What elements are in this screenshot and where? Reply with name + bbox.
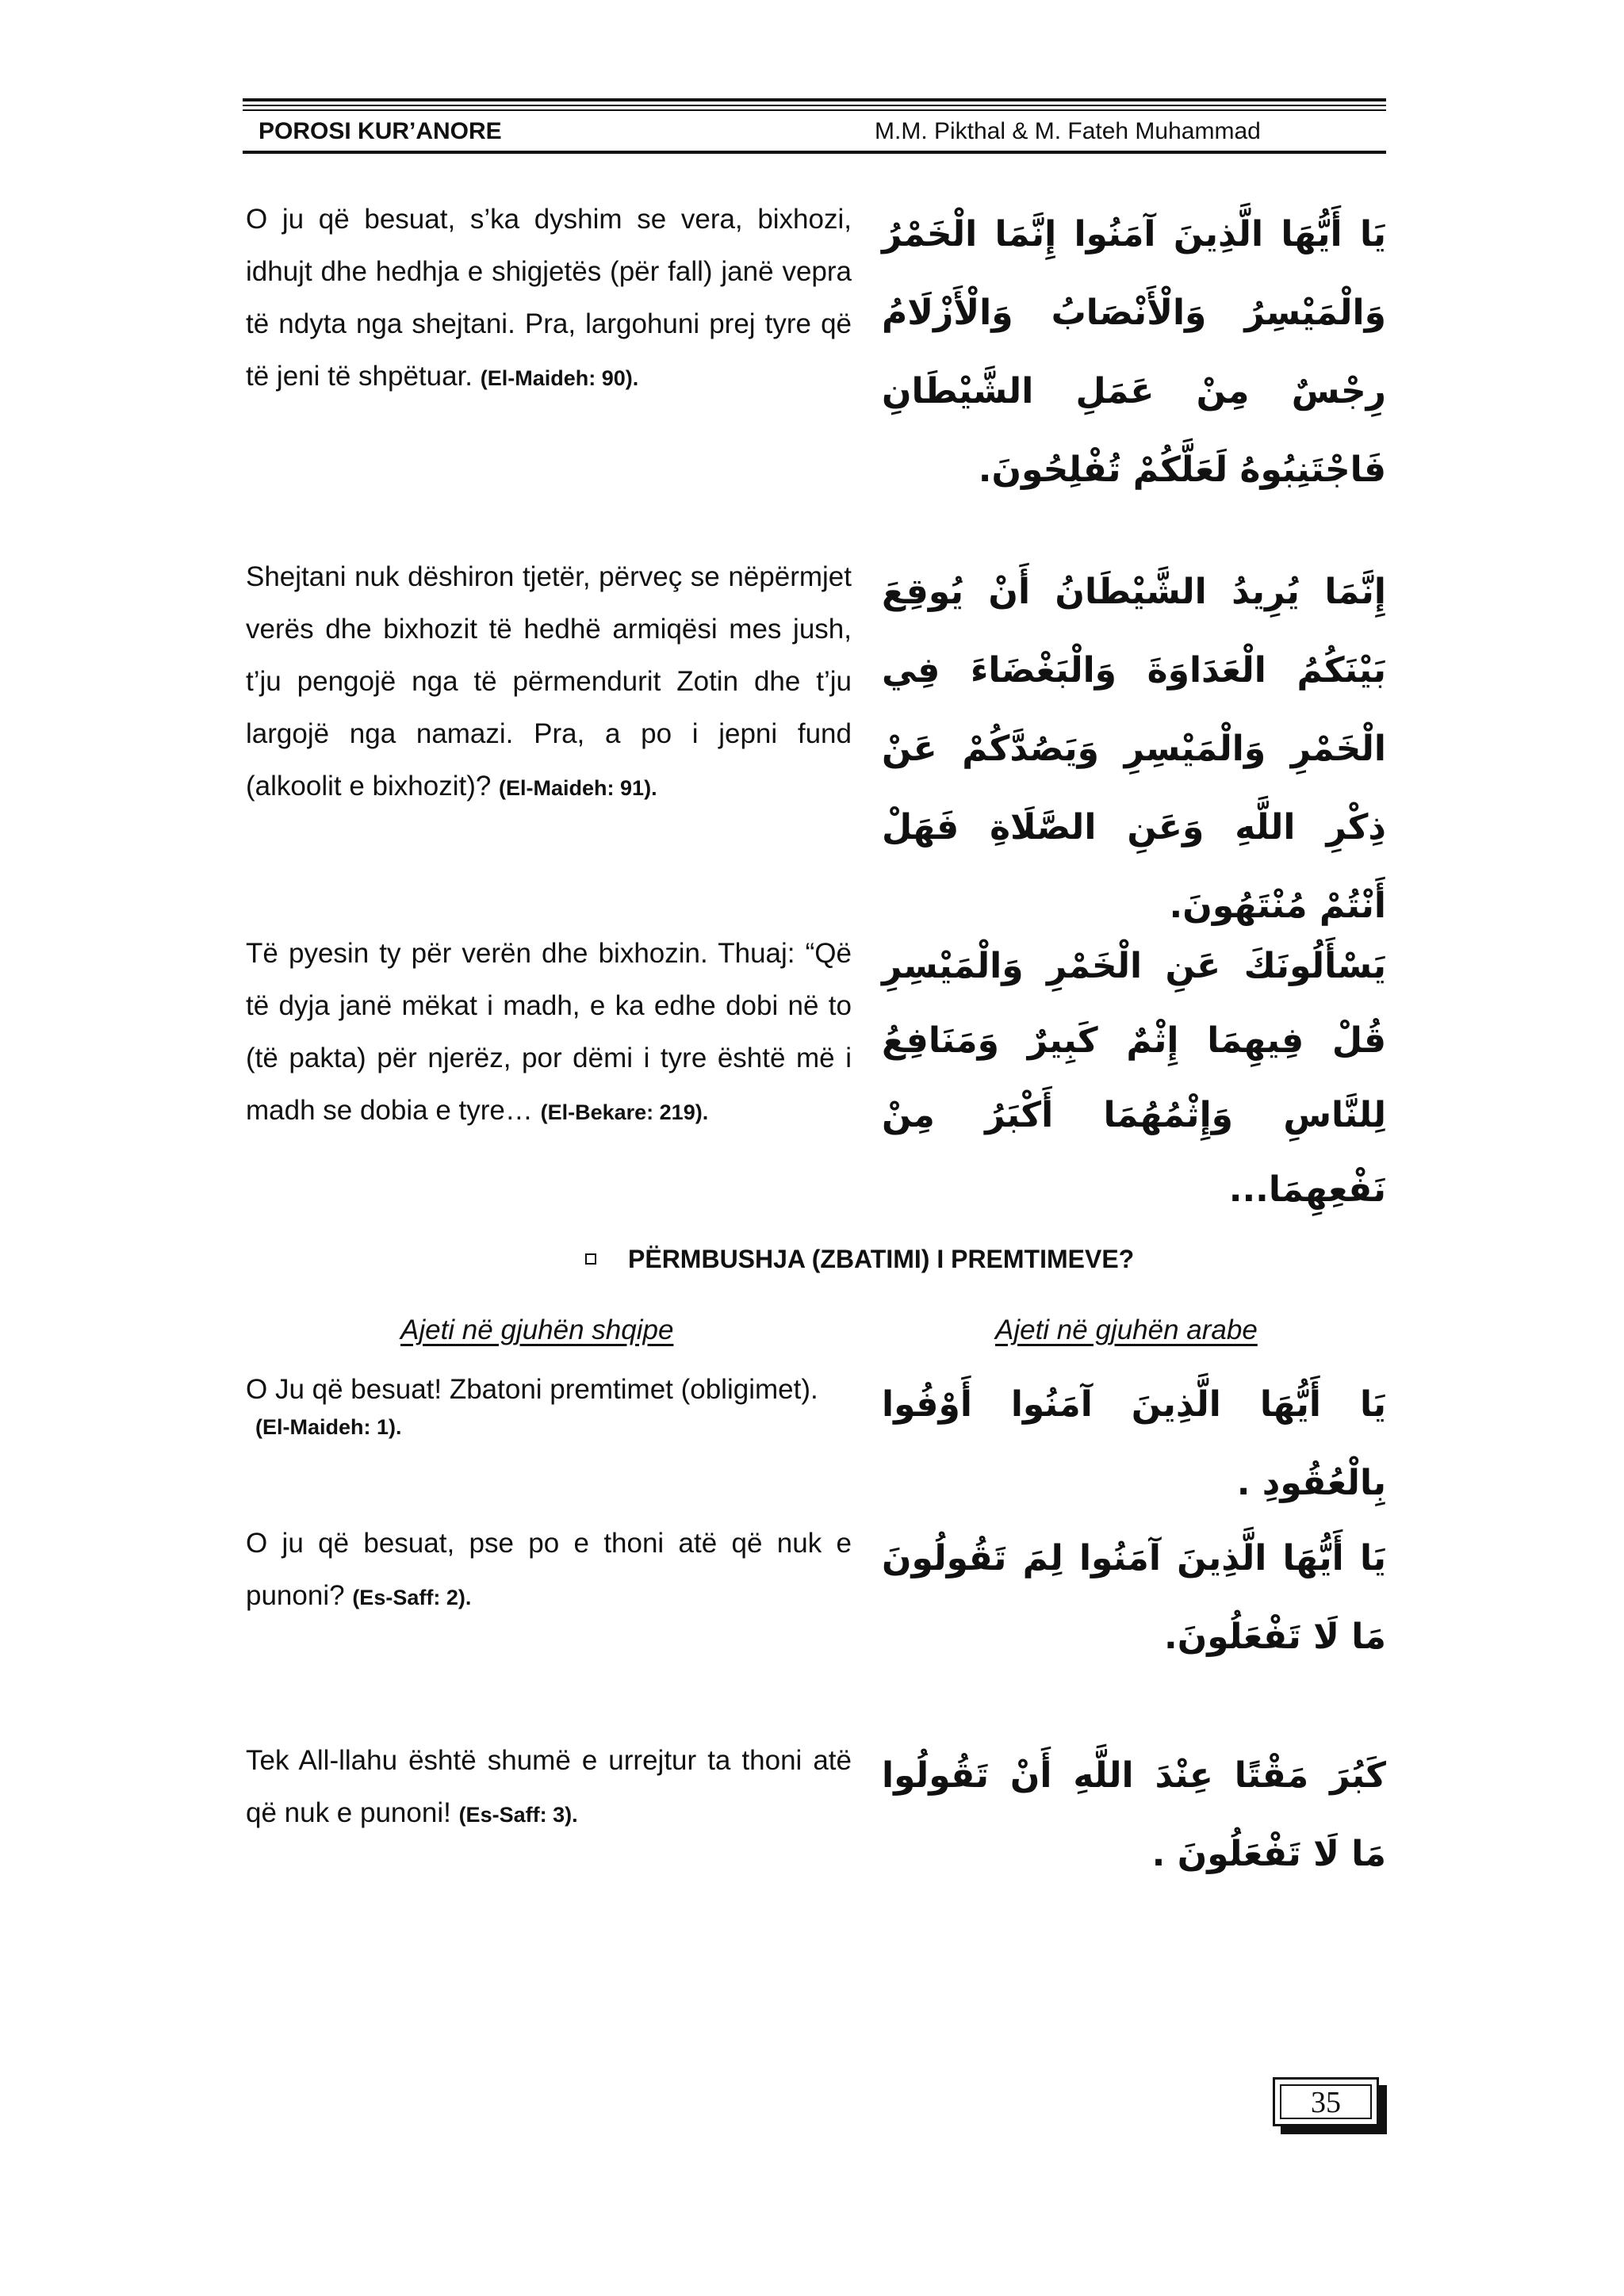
albanian-text: O ju që besuat, pse po e thoni atë që nuk e punoni? <box>246 1528 852 1611</box>
caption-albanian-column: Ajeti në gjuhën shqipe <box>400 1314 674 1345</box>
albanian-translation <box>246 1517 852 1624</box>
verse-reference: (El-Maideh: 90). <box>480 366 639 390</box>
running-authors: M.M. Pikthal & M. Fateh Muhammad <box>875 118 1261 144</box>
verse-reference: (Es-Saff: 3). <box>458 1803 578 1827</box>
page-number-box <box>1273 2077 1379 2126</box>
checkbox-bullet-icon <box>585 1253 596 1265</box>
albanian-text: Tek All-llahu është shumë e urrejtur ta thoni atë që nuk e punoni! <box>246 1745 852 1828</box>
arabic-verse: يَا أَيُّهَا الَّذِينَ آمَنُوا لِمَ تَقُولُونَ مَا لَا تَفْعَلُونَ. <box>882 1538 1386 1657</box>
header-rule-second <box>243 105 1386 106</box>
albanian-text: O ju që besuat, s’ka dyshim se vera, bixhozi, idhujt dhe hedhja e shigjetës (për fall) janë vepra të ndyta nga shejtani. Pra, largohuni prej tyre që të jeni të shpëtuar. <box>246 204 852 392</box>
arabic-verse: يَا أَيُّهَا الَّذِينَ آمَنُوا أَوْفُوا بِالْعُقُودِ . <box>882 1384 1386 1503</box>
header-rule-top <box>243 98 1386 101</box>
arabic-verse: إِنَّمَا يُرِيدُ الشَّيْطَانُ أَنْ يُوقِعَ بَيْنَكُمُ الْعَدَاوَةَ وَالْبَغْضَاءَ فِي الْخَمْرِ وَالْمَيْسِرِ وَيَصُدَّكُمْ عَنْ ذِكْرِ اللَّهِ وَعَنِ الصَّلَاةِ فَهَلْ أَنْتُمْ مُنْتَهُونَ. <box>882 572 1386 926</box>
section-heading-text: PËRMBUSHJA (ZBATIMI) I PREMTIMEVE? <box>628 1245 1135 1273</box>
albanian-translation <box>246 928 852 1138</box>
header-rule-third <box>243 109 1386 111</box>
verse-reference: (El-Maideh: 1). <box>255 1415 402 1439</box>
verse-reference: (El-Bekare: 219). <box>540 1100 709 1124</box>
arabic-verse: كَبُرَ مَقْتًا عِنْدَ اللَّهِ أَنْ تَقُولُوا مَا لَا تَفْعَلُونَ . <box>882 1755 1386 1874</box>
caption-arabic-column: Ajeti në gjuhën arabe <box>995 1314 1258 1345</box>
albanian-translation <box>246 1364 852 1445</box>
header-rule-bottom <box>243 151 1386 154</box>
albanian-text: Shejtani nuk dëshiron tjetër, përveç se nëpërmjet verës dhe bixhozit të hedhë armiqësi mes jush, t’ju pengojë nga të përmendurit Zotin dhe t’ju largojë nga namazi. Pra, a po i jepni fund (alkoolit e bixhozit)? <box>246 561 852 802</box>
albanian-text: Të pyesin ty për verën dhe bixhozin. Thuaj: “Që të dyja janë mëkat i madh, e ka edhe dobi në to (të pakta) për njerëz, por dëmi i tyre është më i madh se dobia e tyre… <box>246 938 852 1126</box>
arabic-verse: يَسْأَلُونَكَ عَنِ الْخَمْرِ وَالْمَيْسِرِ قُلْ فِيهِمَا إِثْمٌ كَبِيرٌ وَمَنَافِعُ لِلنَّاسِ وَإِثْمُهُمَا أَكْبَرُ مِنْ نَفْعِهِمَا... <box>882 946 1386 1210</box>
arabic-verse: يَا أَيُّهَا الَّذِينَ آمَنُوا إِنَّمَا الْخَمْرُ وَالْمَيْسِرُ وَالْأَنْصَابُ وَالْأَزْلَامُ رِجْسٌ مِنْ عَمَلِ الشَّيْطَانِ فَاجْتَنِبُوهُ لَعَلَّكُمْ تُفْلِحُونَ. <box>882 214 1386 490</box>
page-number: 35 <box>1311 2086 1341 2119</box>
albanian-translation <box>246 193 852 404</box>
albanian-translation <box>246 1735 852 1841</box>
running-title: POROSI KUR’ANORE <box>259 118 502 144</box>
verse-reference: (Es-Saff: 2). <box>352 1586 472 1609</box>
verse-reference: (El-Maideh: 91). <box>499 776 657 800</box>
albanian-text: O Ju që besuat! Zbatoni premtimet (obligimet). <box>246 1374 818 1405</box>
albanian-translation <box>246 551 852 814</box>
